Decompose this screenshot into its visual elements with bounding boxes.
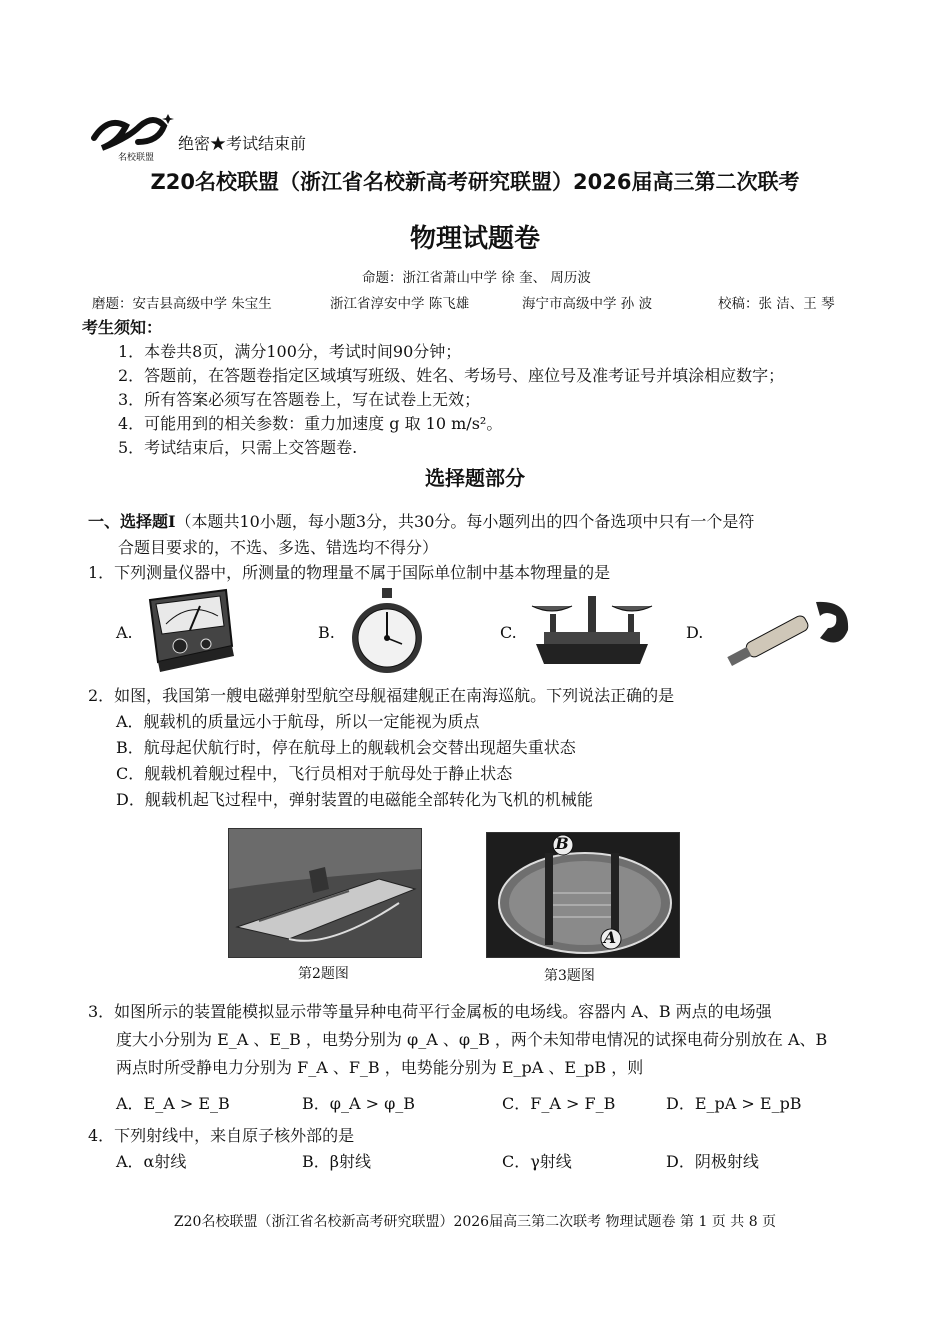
q3-stem-line-2: 度大小分别为 E_A 、E_B ，电势分别为 φ_A 、φ_B ，两个未知带电情况的试探电荷分别放在 A、B xyxy=(116,1030,828,1049)
q1-option-c: C. xyxy=(500,623,517,642)
balance-scale-icon xyxy=(530,594,654,666)
q2-option-c: C．舰载机着舰过程中，飞行员相对于航母处于静止状态 xyxy=(116,764,513,783)
electric-field-apparatus-photo xyxy=(486,832,680,958)
q2-figure-caption: 第2题图 xyxy=(298,966,349,982)
q2-stem: 2．如图，我国第一艘电磁弹射型航空母舰福建舰正在南海巡航。下列说法正确的是 xyxy=(88,686,675,705)
notice-item: 2．答题前，在答题卷指定区域填写班级、姓名、考场号、座位号及准考证号并填涂相应数字； xyxy=(118,366,785,385)
q4-stem: 4．下列射线中，来自原子核外部的是 xyxy=(88,1126,355,1145)
q1-stem: 1．下列测量仪器中，所测量的物理量不属于国际单位制中基本物理量的是 xyxy=(88,563,611,582)
q4-option-c: C．γ射线 xyxy=(502,1152,572,1171)
confidential-mark: 绝密★考试结束前 xyxy=(178,134,307,153)
notice-title: 考生须知： xyxy=(82,318,163,337)
q2-option-b: B．航母起伏航行时，停在航母上的舰载机会交替出现超失重状态 xyxy=(116,738,576,757)
z20-logo xyxy=(88,108,180,164)
q4-option-d: D．阴极射线 xyxy=(666,1152,759,1171)
q3-stem-line-3: 两点时所受静电力分别为 F_A 、F_B ，电势能分别为 E_pA 、E_pB ，则 xyxy=(116,1058,644,1077)
q3-option-a: A．E_A > E_B xyxy=(116,1094,230,1113)
q3-option-d: D．E_pA > E_pB xyxy=(666,1094,802,1113)
part1-instructions-2: 合题目要求的，不选、多选、错选均不得分） xyxy=(118,538,439,557)
q3-figure-caption: 第3题图 xyxy=(544,968,595,984)
logo-text: 名校联盟 xyxy=(118,153,155,163)
reviewer-2: 浙江省淳安中学 陈飞雄 xyxy=(330,296,470,312)
part1-label: 一、选择题Ⅰ xyxy=(88,512,176,531)
part1-heading xyxy=(88,512,754,532)
q3-stem-line-1: 3．如图所示的装置能模拟显示带等量异种电荷平行金属板的电场线。容器内 A、B 两点的电场强 xyxy=(88,1002,772,1021)
q1-option-a: A. xyxy=(116,623,133,642)
reviewer-3: 海宁市高级中学 孙 波 xyxy=(522,296,653,312)
author-line: 命题：浙江省萧山中学 徐 奎、 周历波 xyxy=(362,270,591,286)
q4-option-a: A．α射线 xyxy=(116,1152,187,1171)
notice-item: 1．本卷共8页，满分100分，考试时间90分钟； xyxy=(118,342,462,361)
aircraft-carrier-photo xyxy=(228,828,422,958)
point-a-label: A xyxy=(603,928,617,947)
section-heading: 选择题部分 xyxy=(425,466,525,490)
notice-item: 5．考试结束后，只需上交答题卷. xyxy=(118,438,358,457)
point-b-label: B xyxy=(555,834,569,853)
q3-option-c: C．F_A > F_B xyxy=(502,1094,616,1113)
part1-instructions: （本题共10小题，每小题3分，共30分。每小题列出的四个备选项中只有一个是符 xyxy=(175,512,755,531)
subject-title: 物理试题卷 xyxy=(409,224,540,254)
q4-option-b: B．β射线 xyxy=(302,1152,372,1171)
q1-option-b: B. xyxy=(318,623,335,642)
proofreader: 校稿：张 洁、王 琴 xyxy=(718,296,835,312)
reviewer-1: 磨题：安吉县高级中学 朱宝生 xyxy=(92,296,272,312)
ammeter-icon xyxy=(140,586,236,672)
exam-title: Z20名校联盟（浙江省名校新高考研究联盟）2026届高三第二次联考 xyxy=(150,170,800,194)
q2-option-a: A．舰载机的质量远小于航母，所以一定能视为质点 xyxy=(116,712,480,731)
page-footer: Z20名校联盟（浙江省名校新高考研究联盟）2026届高三第二次联考 物理试题卷 第 1 页 共 8 页 xyxy=(173,1214,777,1230)
q2-option-d: D．舰载机起飞过程中，弹射装置的电磁能全部转化为飞机的机械能 xyxy=(116,790,593,809)
micrometer-icon xyxy=(724,594,852,670)
notice-item: 3．所有答案必须写在答题卷上，写在试卷上无效； xyxy=(118,390,481,409)
q3-option-b: B．φ_A > φ_B xyxy=(302,1094,416,1113)
notice-item: 4．可能用到的相关参数：重力加速度 g 取 10 m/s²。 xyxy=(118,414,503,433)
q1-option-d: D. xyxy=(686,623,704,642)
stopwatch-icon xyxy=(350,586,424,678)
